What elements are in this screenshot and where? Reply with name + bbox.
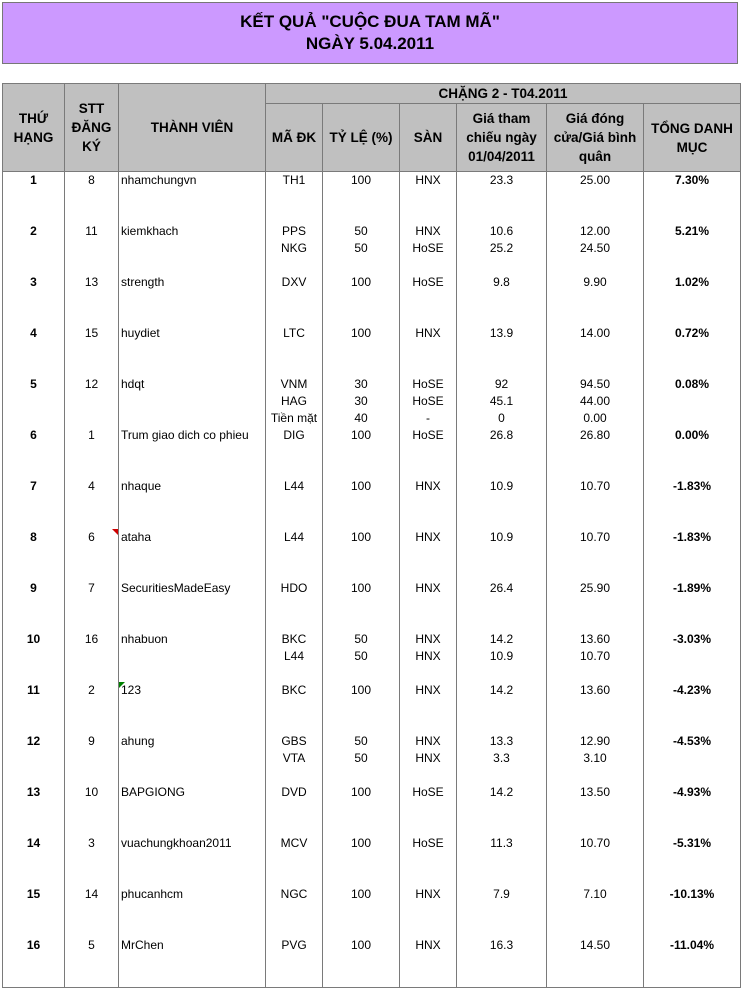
comment-indicator-icon — [119, 682, 125, 688]
cell-ratios: 50 50 — [323, 223, 400, 274]
cell-close-price: 13.60 — [547, 682, 644, 733]
cell-ref-price: 16.3 — [457, 937, 547, 988]
cell-codes: PVG — [266, 937, 323, 988]
cell-stt: 8 — [65, 172, 119, 224]
cell-codes: DIG — [266, 427, 323, 478]
table-row — [3, 631, 741, 682]
table-row — [3, 580, 741, 631]
cell-ratios: 50 50 — [323, 733, 400, 784]
results-body — [3, 172, 741, 988]
cell-total: -4.23% — [644, 682, 741, 733]
cell-exchanges: HNX — [400, 580, 457, 631]
cell-exchanges: HNX — [400, 172, 457, 224]
cell-stt: 7 — [65, 580, 119, 631]
cell-stt: 10 — [65, 784, 119, 835]
cell-total: 7.30% — [644, 172, 741, 224]
cell-ref-price: 10.9 — [457, 478, 547, 529]
cell-close-price: 9.90 — [547, 274, 644, 325]
cell-rank: 10 — [3, 631, 65, 682]
cell-ratios: 100 — [323, 325, 400, 376]
cell-codes: HDO — [266, 580, 323, 631]
header-total: TỔNG DANH MỤC — [644, 104, 741, 172]
cell-rank: 7 — [3, 478, 65, 529]
cell-codes: VNM HAG Tiền mặt — [266, 376, 323, 427]
cell-member: nhaque — [119, 478, 266, 529]
cell-ref-price: 10.6 25.2 — [457, 223, 547, 274]
results-table — [2, 83, 741, 988]
cell-total: -1.89% — [644, 580, 741, 631]
header-ref-price: Giá tham chiếu ngày 01/04/2011 — [457, 104, 547, 172]
cell-ratios: 100 — [323, 172, 400, 224]
cell-close-price: 10.70 — [547, 478, 644, 529]
header-exchange: SÀN — [400, 104, 457, 172]
cell-rank: 15 — [3, 886, 65, 937]
cell-codes: DXV — [266, 274, 323, 325]
cell-rank: 6 — [3, 427, 65, 478]
cell-total: -10.13% — [644, 886, 741, 937]
table-row — [3, 835, 741, 886]
cell-member: ahung — [119, 733, 266, 784]
cell-close-price: 12.00 24.50 — [547, 223, 644, 274]
cell-total: -4.53% — [644, 733, 741, 784]
cell-ref-price: 14.2 10.9 — [457, 631, 547, 682]
cell-exchanges: HoSE — [400, 427, 457, 478]
cell-exchanges: HoSE HoSE - — [400, 376, 457, 427]
cell-stt: 16 — [65, 631, 119, 682]
cell-close-price: 14.00 — [547, 325, 644, 376]
header-ratio: TỶ LỆ (%) — [323, 104, 400, 172]
report-title — [2, 2, 738, 64]
cell-member: huydiet — [119, 325, 266, 376]
cell-member: nhabuon — [119, 631, 266, 682]
table-row — [3, 682, 741, 733]
cell-exchanges: HoSE — [400, 784, 457, 835]
cell-rank: 2 — [3, 223, 65, 274]
table-row — [3, 529, 741, 580]
cell-stt: 14 — [65, 886, 119, 937]
cell-member: phucanhcm — [119, 886, 266, 937]
cell-ratios: 100 — [323, 427, 400, 478]
cell-total: -1.83% — [644, 529, 741, 580]
cell-total: -5.31% — [644, 835, 741, 886]
cell-member: SecuritiesMadeEasy — [119, 580, 266, 631]
cell-codes: BKC L44 — [266, 631, 323, 682]
cell-codes: DVD — [266, 784, 323, 835]
header-rank: THỨ HẠNG — [3, 84, 65, 172]
title-line-1: KẾT QUẢ "CUỘC ĐUA TAM MÃ" — [240, 12, 500, 31]
cell-stt: 13 — [65, 274, 119, 325]
cell-exchanges: HNX — [400, 529, 457, 580]
cell-exchanges: HNX HNX — [400, 733, 457, 784]
cell-total: 0.72% — [644, 325, 741, 376]
table-row — [3, 886, 741, 937]
cell-codes: LTC — [266, 325, 323, 376]
cell-ratios: 100 — [323, 274, 400, 325]
cell-total: -11.04% — [644, 937, 741, 988]
cell-stt: 3 — [65, 835, 119, 886]
cell-stt: 11 — [65, 223, 119, 274]
cell-rank: 9 — [3, 580, 65, 631]
cell-codes: BKC — [266, 682, 323, 733]
cell-rank: 16 — [3, 937, 65, 988]
cell-close-price: 13.60 10.70 — [547, 631, 644, 682]
table-row — [3, 427, 741, 478]
cell-total: 1.02% — [644, 274, 741, 325]
cell-ratios: 50 50 — [323, 631, 400, 682]
header-stage: CHẶNG 2 - T04.2011 — [266, 84, 741, 104]
cell-total: 5.21% — [644, 223, 741, 274]
cell-rank: 1 — [3, 172, 65, 224]
cell-close-price: 25.90 — [547, 580, 644, 631]
cell-exchanges: HNX — [400, 886, 457, 937]
cell-codes: PPS NKG — [266, 223, 323, 274]
cell-ref-price: 13.3 3.3 — [457, 733, 547, 784]
cell-ref-price: 92 45.1 0 — [457, 376, 547, 427]
cell-rank: 11 — [3, 682, 65, 733]
cell-member: strength — [119, 274, 266, 325]
table-row — [3, 937, 741, 988]
cell-codes: L44 — [266, 529, 323, 580]
cell-rank: 4 — [3, 325, 65, 376]
table-row — [3, 784, 741, 835]
table-row — [3, 274, 741, 325]
cell-ref-price: 14.2 — [457, 682, 547, 733]
table-row — [3, 223, 741, 274]
cell-ratios: 100 — [323, 835, 400, 886]
cell-member: BAPGIONG — [119, 784, 266, 835]
cell-member: nhamchungvn — [119, 172, 266, 224]
cell-ref-price: 14.2 — [457, 784, 547, 835]
header-close-price: Giá đóng cửa/Giá bình quân — [547, 104, 644, 172]
cell-ratios: 100 — [323, 784, 400, 835]
cell-stt: 9 — [65, 733, 119, 784]
cell-member: kiemkhach — [119, 223, 266, 274]
cell-close-price: 13.50 — [547, 784, 644, 835]
cell-total: -4.93% — [644, 784, 741, 835]
cell-codes: NGC — [266, 886, 323, 937]
cell-exchanges: HNX — [400, 937, 457, 988]
cell-rank: 8 — [3, 529, 65, 580]
cell-rank: 14 — [3, 835, 65, 886]
cell-total: -3.03% — [644, 631, 741, 682]
comment-indicator-icon — [112, 529, 118, 535]
cell-stt: 6 — [65, 529, 119, 580]
table-row — [3, 325, 741, 376]
table-row — [3, 733, 741, 784]
cell-ratios: 100 — [323, 580, 400, 631]
table-row — [3, 376, 741, 427]
cell-ratios: 100 — [323, 529, 400, 580]
cell-close-price: 7.10 — [547, 886, 644, 937]
cell-ratios: 100 — [323, 937, 400, 988]
cell-exchanges: HNX HoSE — [400, 223, 457, 274]
cell-close-price: 10.70 — [547, 835, 644, 886]
cell-ratios: 100 — [323, 682, 400, 733]
table-row — [3, 172, 741, 224]
cell-codes: GBS VTA — [266, 733, 323, 784]
cell-codes: MCV — [266, 835, 323, 886]
cell-close-price: 25.00 — [547, 172, 644, 224]
cell-total: 0.00% — [644, 427, 741, 478]
cell-member: hdqt — [119, 376, 266, 427]
cell-rank: 12 — [3, 733, 65, 784]
cell-exchanges: HNX — [400, 478, 457, 529]
cell-rank: 3 — [3, 274, 65, 325]
cell-ref-price: 10.9 — [457, 529, 547, 580]
cell-ref-price: 11.3 — [457, 835, 547, 886]
cell-ratios: 100 — [323, 478, 400, 529]
cell-exchanges: HNX — [400, 682, 457, 733]
cell-exchanges: HoSE — [400, 274, 457, 325]
cell-ref-price: 23.3 — [457, 172, 547, 224]
cell-exchanges: HNX — [400, 325, 457, 376]
cell-member: vuachungkhoan2011 — [119, 835, 266, 886]
cell-rank: 13 — [3, 784, 65, 835]
cell-close-price: 14.50 — [547, 937, 644, 988]
cell-close-price: 10.70 — [547, 529, 644, 580]
cell-member: ataha — [119, 529, 266, 580]
cell-member: MrChen — [119, 937, 266, 988]
cell-close-price: 12.90 3.10 — [547, 733, 644, 784]
cell-ref-price: 26.4 — [457, 580, 547, 631]
cell-close-price: 26.80 — [547, 427, 644, 478]
cell-ref-price: 26.8 — [457, 427, 547, 478]
cell-exchanges: HoSE — [400, 835, 457, 886]
cell-ratios: 30 30 40 — [323, 376, 400, 427]
cell-codes: L44 — [266, 478, 323, 529]
header-member: THÀNH VIÊN — [119, 84, 266, 172]
cell-member: 123 — [119, 682, 266, 733]
cell-close-price: 94.50 44.00 0.00 — [547, 376, 644, 427]
cell-total: -1.83% — [644, 478, 741, 529]
cell-ratios: 100 — [323, 886, 400, 937]
cell-rank: 5 — [3, 376, 65, 427]
cell-stt: 5 — [65, 937, 119, 988]
cell-member: Trum giao dich co phieu — [119, 427, 266, 478]
cell-ref-price: 9.8 — [457, 274, 547, 325]
table-row — [3, 478, 741, 529]
title-line-2: NGÀY 5.04.2011 — [305, 34, 435, 53]
cell-exchanges: HNX HNX — [400, 631, 457, 682]
cell-stt: 1 — [65, 427, 119, 478]
cell-ref-price: 7.9 — [457, 886, 547, 937]
cell-stt: 2 — [65, 682, 119, 733]
cell-stt: 4 — [65, 478, 119, 529]
header-stt: STT ĐĂNG KÝ — [65, 84, 119, 172]
cell-codes: TH1 — [266, 172, 323, 224]
cell-total: 0.08% — [644, 376, 741, 427]
header-code: MÃ ĐK — [266, 104, 323, 172]
cell-stt: 15 — [65, 325, 119, 376]
cell-ref-price: 13.9 — [457, 325, 547, 376]
cell-stt: 12 — [65, 376, 119, 427]
